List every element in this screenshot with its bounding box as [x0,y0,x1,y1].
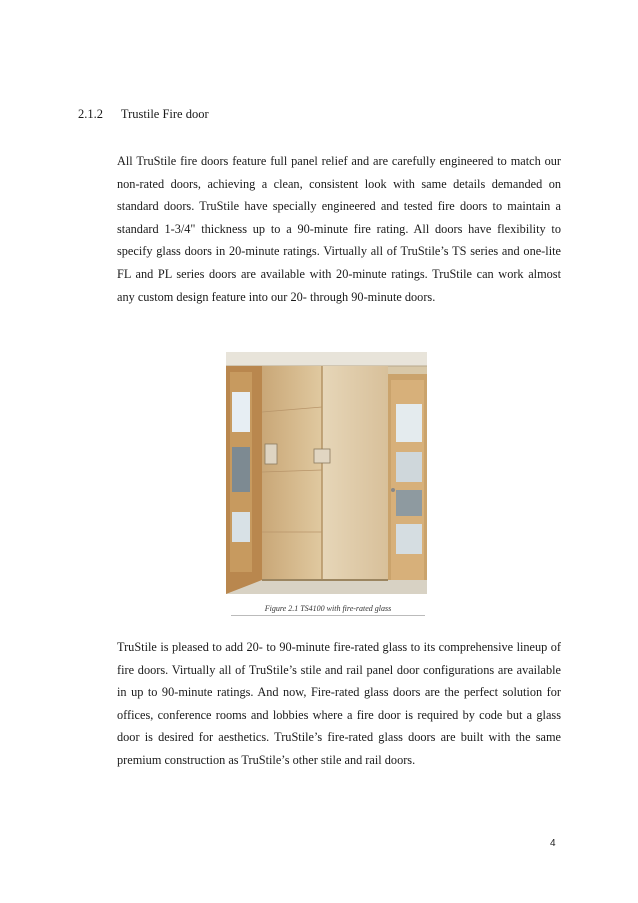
section-heading [78,107,209,122]
door-photo [226,352,427,594]
figure-caption: Figure 2.1 TS4100 with fire-rated glass [231,604,425,616]
paragraph-intro: All TruStile fire doors feature full panel relief and are carefully engineered to match our non-rated doors, achieving a clean, consistent look with same details demanded on standard doors. TruStile have specially engineered and tested fire doors to maintain a standard 1-3/4" thickness up to a 90-minute fire rating. All doors have flexibility to specify glass doors in 20-minute ratings. Virtually all of TruStile’s TS series and one-lite FL and PL series doors are available with 20-minute ratings. TruStile can work almost any custom design feature into our 20- through 90-minute doors. [117,154,561,304]
page-number: 4 [550,838,556,849]
section-title: Trustile Fire door [120,107,209,121]
paragraph-fire-rated-glass: TruStile is pleased to add 20- to 90-minute fire-rated glass to its comprehensive lineup of fire doors. Virtually all of TruStile’s stile and rail panel door configurations are available in up to 90-minute ratings. And now, Fire-rated glass doors are the perfect solution for offices, conference rooms and lobbies where a fire door is required by code but a glass door is desired for aesthetics. TruStile’s fire-rated glass doors are built with the same premium construction as TruStile’s other stile and rail doors. [117,640,561,767]
section-number: 2.1.2 [78,107,103,121]
